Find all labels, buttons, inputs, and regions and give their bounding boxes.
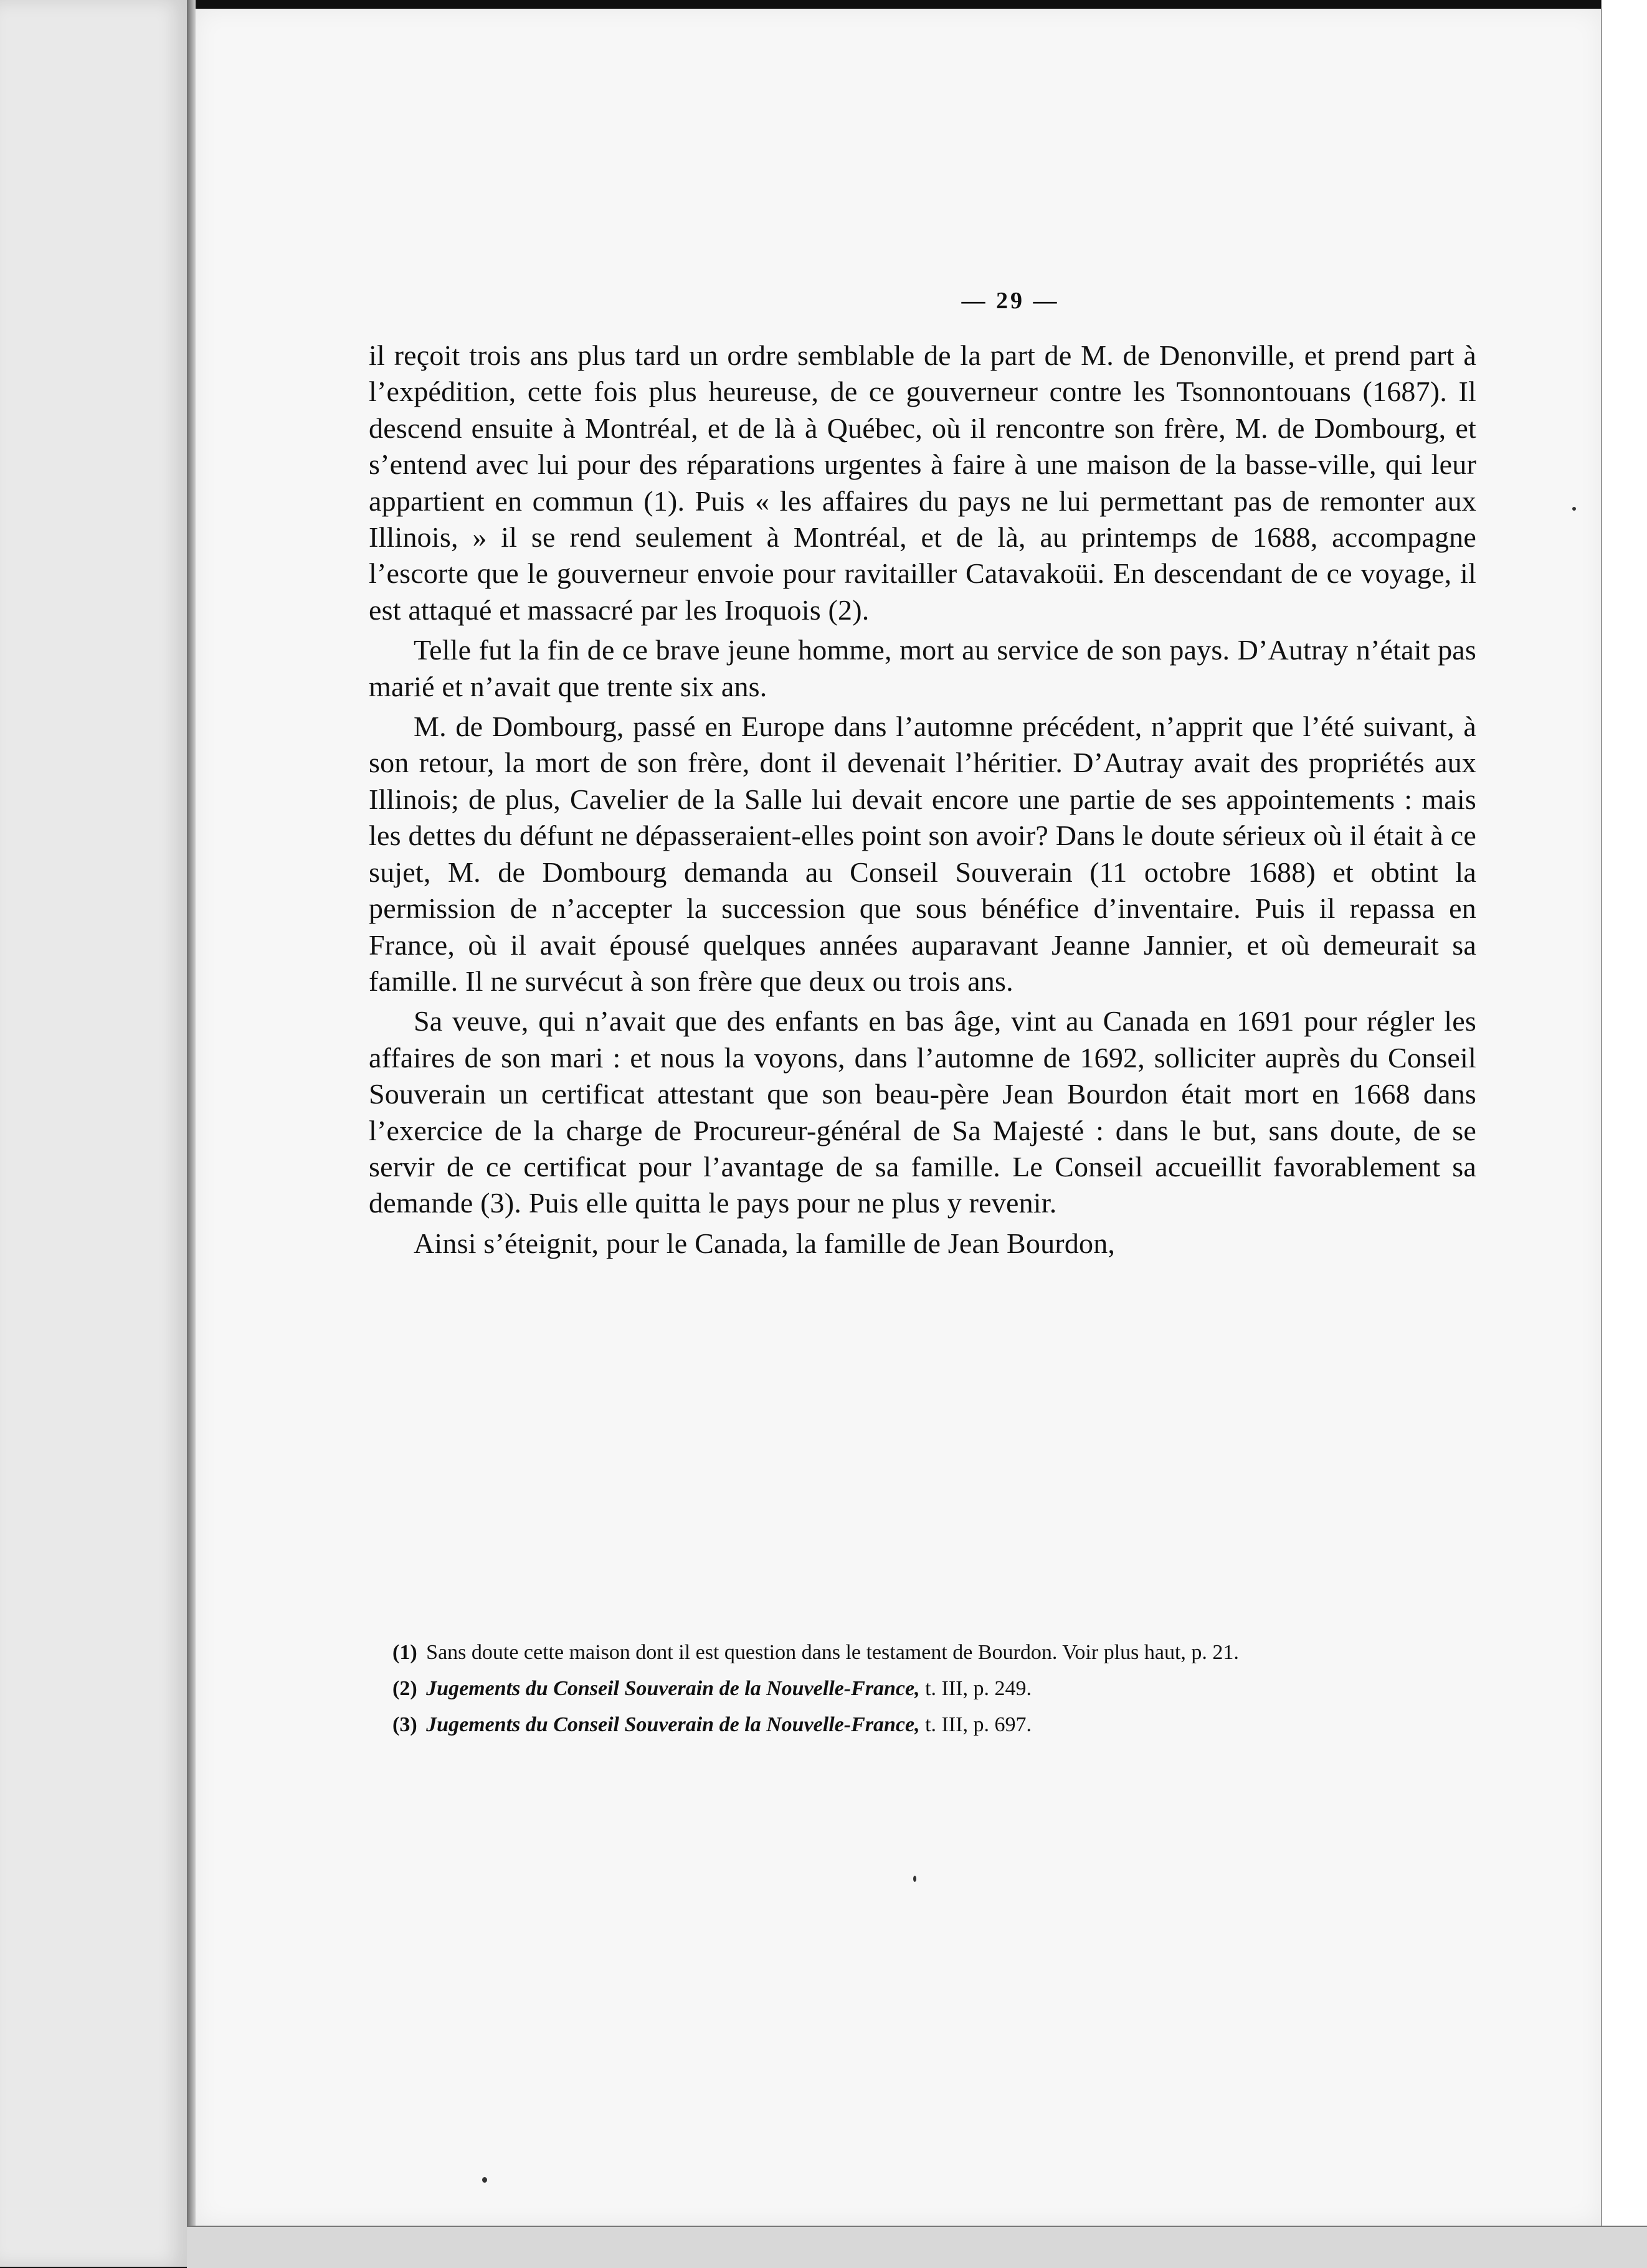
footnote-reference: t. III, p. 697. — [919, 1713, 1032, 1736]
footnote — [369, 1709, 1476, 1741]
paper-speck — [1572, 507, 1576, 511]
paragraph: Sa veuve, qui n’avait que des enfants en bas âge, vint au Canada en 1691 pour régler les affaires de son mari : et nous la voyons, dans l’automne de 1692, solliciter auprès du Conseil Souverain un certificat attestant que son beau-père Jean Bourdon était mort en 1668 dans l’exercice de la charge de Procureur-général de Sa Majesté : dans le but, sans doute, de se servir de ce certificat pour l’avantage de sa famille. Le Conseil accueillit favorablement sa demande (3). Puis elle quitta le pays pour ne plus y revenir. — [369, 1005, 1476, 1219]
footnote-text: Sans doute cette maison dont il est question dans le testament de Bourdon. Voir plus haut, p. 21. — [426, 1641, 1239, 1664]
page-number — [196, 287, 1601, 314]
footnote-number: (3) — [392, 1713, 417, 1736]
page — [196, 9, 1601, 2226]
footnote-citation: Jugements du Conseil Souverain de la Nouvelle-France, — [426, 1713, 920, 1736]
paper-speck — [482, 2177, 487, 2183]
previous-page-edge — [0, 0, 189, 2267]
page-number-text: — 29 — — [961, 288, 1060, 314]
paragraph: Telle fut la fin de ce brave jeune homme, mort au service de son pays. D’Autray n’était pas marié et n’avait que trente six ans. — [369, 634, 1476, 702]
book-gutter — [187, 0, 196, 2267]
page-bottom-edge — [187, 2226, 1647, 2268]
footnote-number: (2) — [392, 1677, 417, 1700]
footnote-reference: t. III, p. 249. — [919, 1677, 1032, 1700]
footnotes — [369, 1637, 1476, 1745]
body-text — [369, 338, 1476, 1262]
page-right-edge — [1601, 0, 1647, 2267]
paragraph: Ainsi s’éteignit, pour le Canada, la famille de Jean Bourdon, — [414, 1227, 1116, 1259]
footnote — [369, 1637, 1476, 1669]
footnote-citation: Jugements du Conseil Souverain de la Nouvelle-France, — [426, 1677, 920, 1700]
paper-speck — [913, 1876, 916, 1882]
paragraph: M. de Dombourg, passé en Europe dans l’automne précédent, n’apprit que l’été suivant, à son retour, la mort de son frère, dont il devenait l’héritier. D’Autray avait des propriétés aux Illinois; de plus, Cavelier de la Salle lui devait encore une partie de ses appointements : mais les dettes du défunt ne dépasseraient-elles point son avoir? Dans le doute sérieux où il était à ce sujet, M. de Dombourg demanda au Conseil Souverain (11 octobre 1688) et obtint la permission de n’accepter la succession que sous bénéfice d’inventaire. Puis il repassa en France, où il avait épousé quelques années auparavant Jeanne Jannier, et où demeurait sa famille. Il ne survécut à son frère que deux ou trois ans. — [369, 711, 1476, 997]
footnote-number: (1) — [392, 1641, 417, 1664]
paragraph: il reçoit trois ans plus tard un ordre semblable de la part de M. de Denonville, et prend part à l’expédition, cette fois plus heureuse, de ce gouverneur contre les Tsonnontouans (1687). Il descend ensuite à Montréal, et de là à Québec, où il rencontre son frère, M. de Dombourg, et s’entend avec lui pour des réparations urgentes à faire à une maison de la basse-ville, qui leur appartient en commun (1). Puis « les affaires du pays ne lui permettant pas de remonter aux Illinois, » il se rend seulement à Montréal, et de là, au printemps de 1688, accompagne l’escorte que le gouverneur envoie pour ravitailler Catavakoüi. En descendant de ce voyage, il est attaqué et massacré par les Iroquois (2). — [369, 339, 1476, 626]
footnote — [369, 1673, 1476, 1705]
